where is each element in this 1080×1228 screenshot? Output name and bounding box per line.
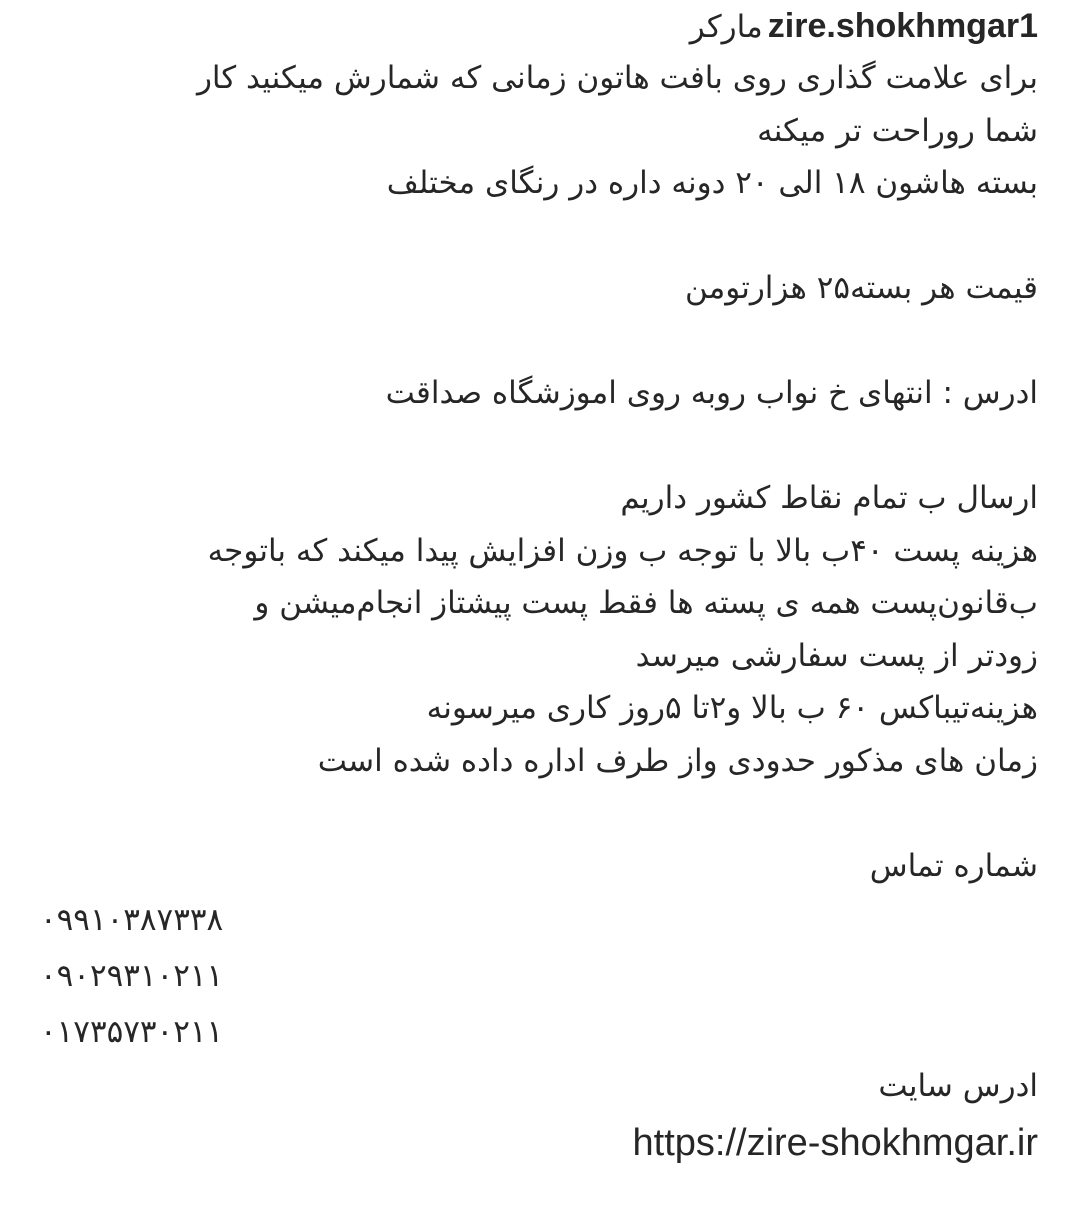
intro-line-2: شما روراحت تر میکنه xyxy=(757,112,1038,149)
intro-line-1: برای علامت گذاری روی بافت هاتون زمانی که شمارش میکنید کار xyxy=(196,60,1038,96)
shipping-line-1: ارسال ب تمام نقاط کشور داریم xyxy=(620,480,1038,516)
spacer xyxy=(40,210,1038,263)
phone-number-3[interactable]: ۰۱۷۳۵۷۳۰۲۱۱ xyxy=(40,1014,224,1050)
phone-number-1[interactable]: ۰۹۹۱۰۳۸۷۳۳۸ xyxy=(40,902,224,938)
shipping-line-3: ب‌قانون‌پست همه ی پسته ها فقط پست پیشتاز انجام‌میشن و xyxy=(254,585,1038,621)
phone-number-2[interactable]: ۰۹۰۲۹۳۱۰۲۱۱ xyxy=(40,958,224,994)
contact-label: شماره تماس xyxy=(869,847,1038,884)
shipping-line-6: زمان های مذکور حدودی واز طرف اداره داده شده است xyxy=(317,742,1038,779)
shipping-line-4: زودتر از پست سفارشی میرسد xyxy=(635,637,1038,674)
shipping-line-5: هزینه‌تیباکس ۶۰ ب بالا و۲تا ۵روز کاری میرسونه xyxy=(426,690,1038,726)
shipping-line-2: هزینه پست ۴۰ب بالا با توجه ب وزن افزایش پیدا میکند که باتوجه xyxy=(207,532,1038,569)
spacer xyxy=(40,420,1038,473)
site-url-link[interactable]: https://zire-shokhmgar.ir xyxy=(632,1121,1038,1164)
username-link[interactable]: zire.shokhmgar1 xyxy=(767,7,1038,45)
spacer xyxy=(40,315,1038,368)
price-line: قیمت هر بسته۲۵ هزارتومن xyxy=(684,270,1038,306)
spacer xyxy=(40,787,1038,840)
address-line: ادرس : انتهای خ نواب روبه روی اموزشگاه صداقت xyxy=(385,375,1038,411)
intro-line-3: بسته هاشون ۱۸ الی ۲۰ دونه داره در رنگای مختلف xyxy=(386,165,1038,201)
site-label: ادرس سایت xyxy=(878,1068,1038,1104)
post-caption xyxy=(40,0,1038,1173)
caption-title: مارکر xyxy=(689,9,763,45)
caption-header xyxy=(40,0,1038,52)
